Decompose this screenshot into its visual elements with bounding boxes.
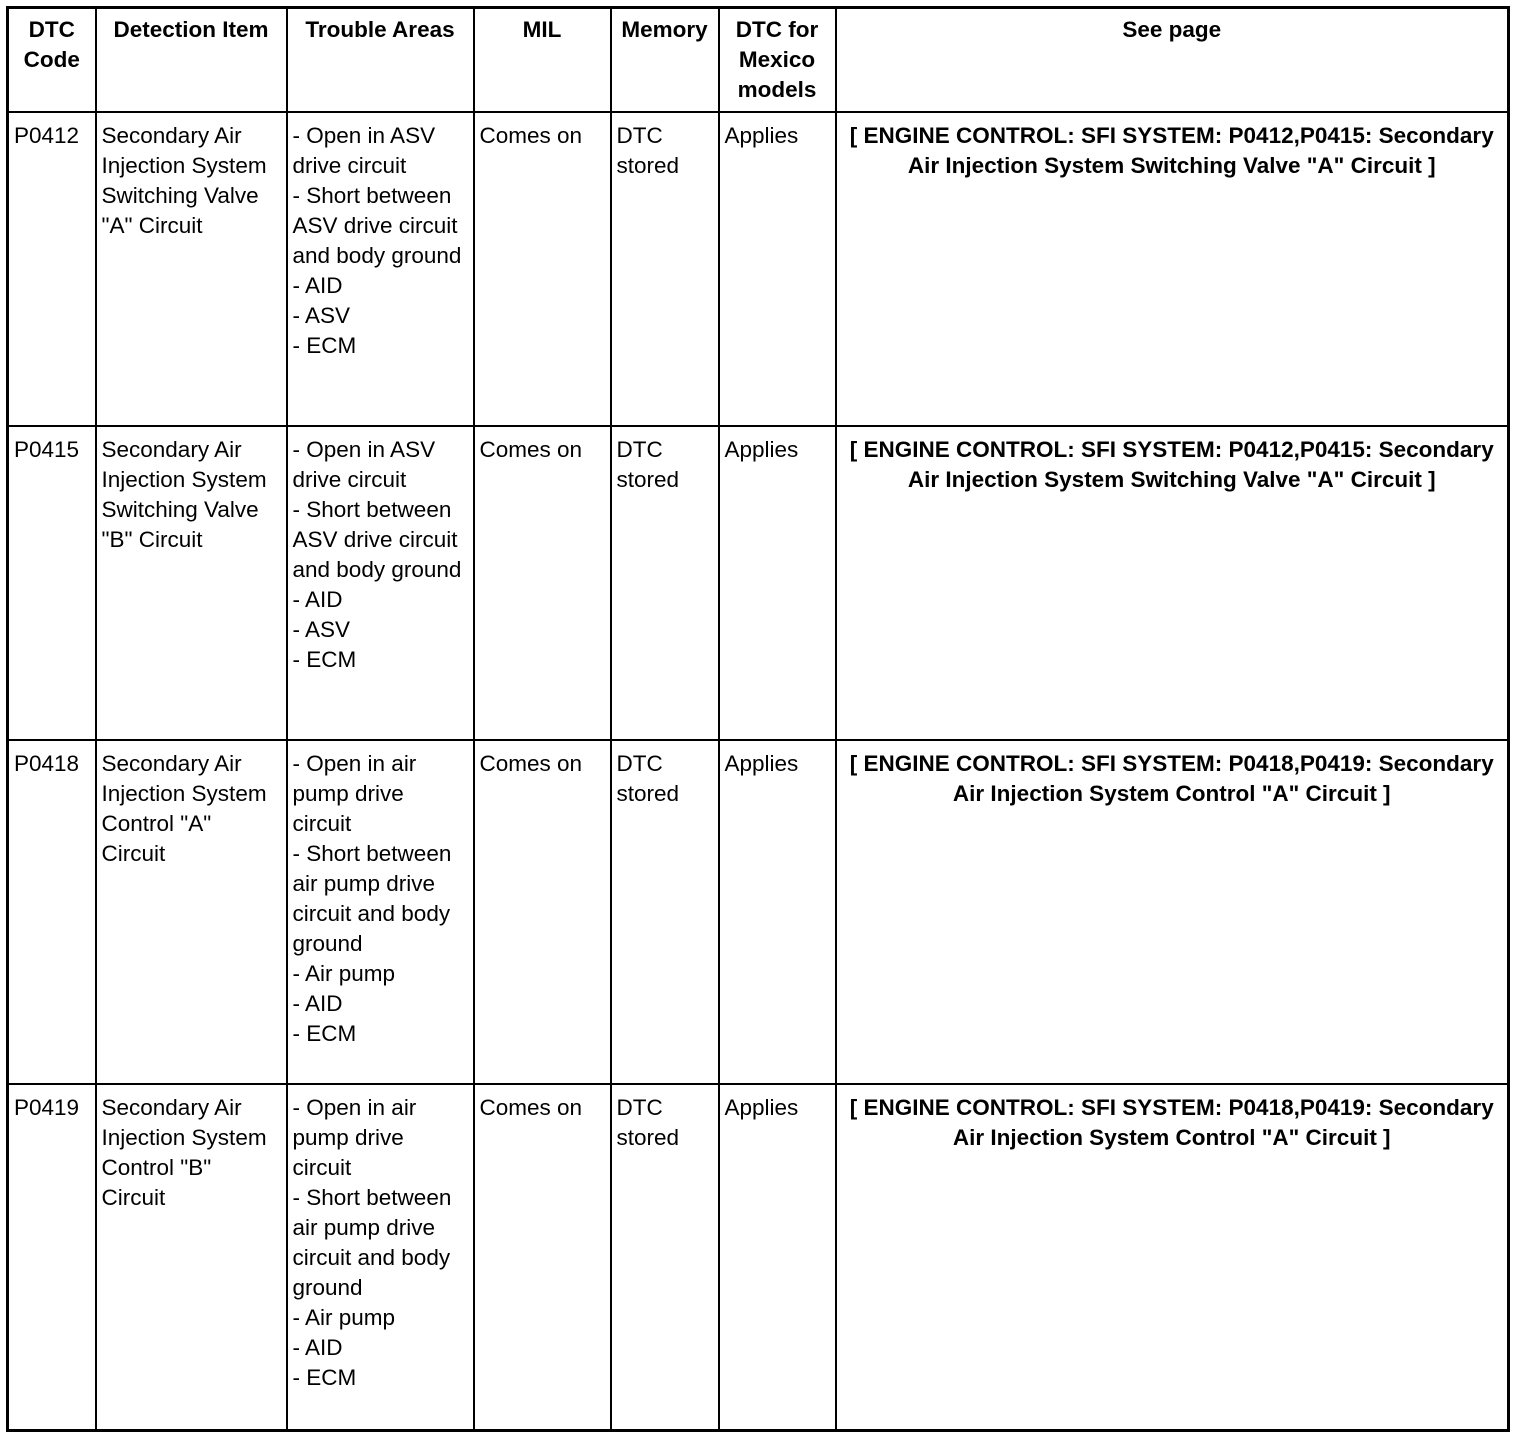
cell-detection-item: Secondary Air Injection System Control "B" Circuit [96,1084,287,1431]
cell-see-page-link[interactable]: [ ENGINE CONTROL: SFI SYSTEM: P0418,P0419: Secondary Air Injection System Control "A" Circuit ] [836,740,1509,1084]
header-memory: Memory [611,8,719,113]
cell-memory: DTC stored [611,1084,719,1431]
cell-mil: Comes on [474,112,611,426]
cell-trouble-areas: - Open in air pump drive circuit - Short between air pump drive circuit and body ground - Air pump - AID - ECM [287,740,474,1084]
cell-see-page-link[interactable]: [ ENGINE CONTROL: SFI SYSTEM: P0412,P0415: Secondary Air Injection System Switching Valve "A" Circuit ] [836,112,1509,426]
cell-memory: DTC stored [611,112,719,426]
cell-mexico-models: Applies [719,740,836,1084]
cell-mil: Comes on [474,740,611,1084]
cell-memory: DTC stored [611,426,719,740]
cell-mil: Comes on [474,426,611,740]
header-see-page: See page [836,8,1509,113]
cell-mil: Comes on [474,1084,611,1431]
cell-detection-item: Secondary Air Injection System Control "A" Circuit [96,740,287,1084]
cell-mexico-models: Applies [719,426,836,740]
cell-trouble-areas: - Open in ASV drive circuit - Short between ASV drive circuit and body ground - AID - ASV - ECM [287,112,474,426]
cell-see-page-link[interactable]: [ ENGINE CONTROL: SFI SYSTEM: P0418,P0419: Secondary Air Injection System Control "A" Circuit ] [836,1084,1509,1431]
cell-trouble-areas: - Open in air pump drive circuit - Short between air pump drive circuit and body ground - Air pump - AID - ECM [287,1084,474,1431]
cell-dtc-code: P0412 [8,112,96,426]
header-mexico-models: DTC for Mexico models [719,8,836,113]
cell-mexico-models: Applies [719,1084,836,1431]
cell-mexico-models: Applies [719,112,836,426]
cell-memory: DTC stored [611,740,719,1084]
header-detection-item: Detection Item [96,8,287,113]
table-row [8,740,1509,1084]
cell-dtc-code: P0415 [8,426,96,740]
header-dtc-code: DTC Code [8,8,96,113]
cell-detection-item: Secondary Air Injection System Switching Valve "B" Circuit [96,426,287,740]
cell-dtc-code: P0419 [8,1084,96,1431]
table-row [8,112,1509,426]
cell-trouble-areas: - Open in ASV drive circuit - Short between ASV drive circuit and body ground - AID - ASV - ECM [287,426,474,740]
header-trouble-areas: Trouble Areas [287,8,474,113]
table-row [8,426,1509,740]
cell-detection-item: Secondary Air Injection System Switching Valve "A" Circuit [96,112,287,426]
cell-dtc-code: P0418 [8,740,96,1084]
dtc-table [6,6,1510,1432]
cell-see-page-link[interactable]: [ ENGINE CONTROL: SFI SYSTEM: P0412,P0415: Secondary Air Injection System Switching Valve "A" Circuit ] [836,426,1509,740]
header-mil: MIL [474,8,611,113]
table-row [8,1084,1509,1431]
table-header-row [8,8,1509,113]
